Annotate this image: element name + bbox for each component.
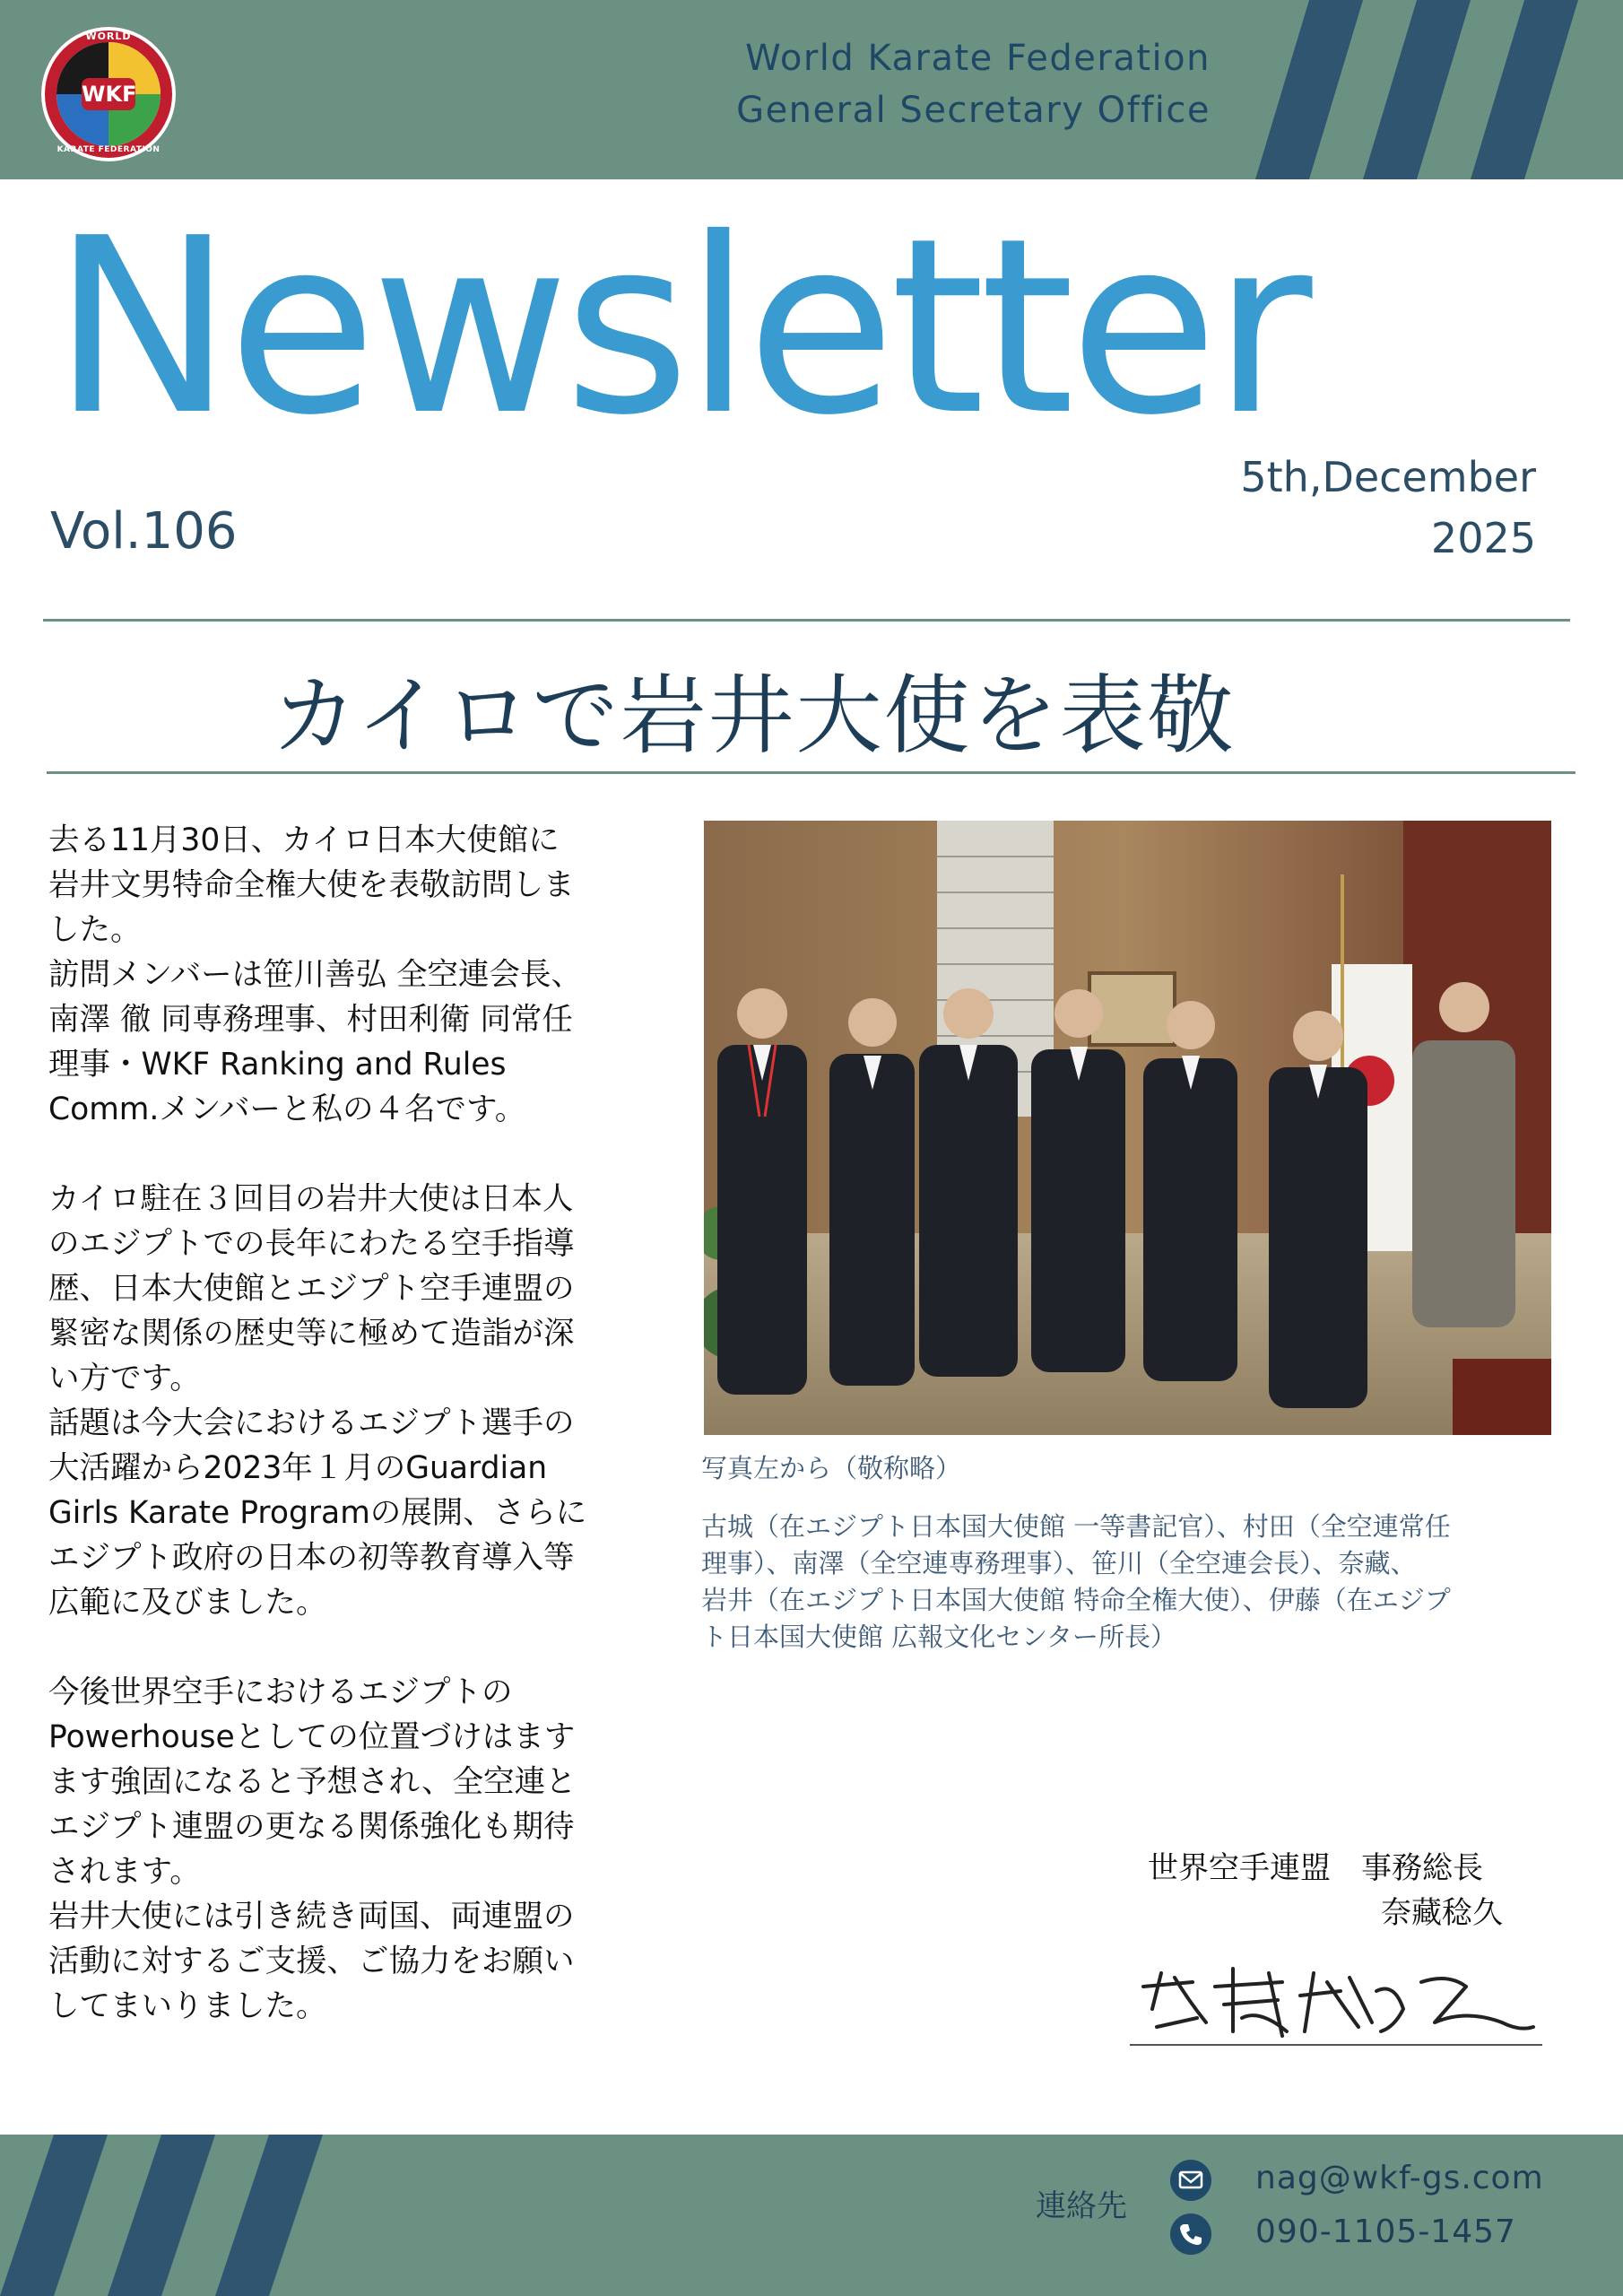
- body-line: されます。: [48, 1854, 201, 1890]
- signatory-title: 世界空手連盟 事務総長: [1148, 1850, 1483, 1886]
- article-paragraph-2: [48, 1177, 631, 1625]
- body-line: 岩井文男特命全権大使を表敬訪問しま: [48, 867, 575, 903]
- logo-center-text: WKF: [82, 78, 135, 110]
- caption-line: 岩井（在エジプト日本国大使館 特命全権大使）、伊藤（在エジプ: [701, 1585, 1451, 1615]
- photo-caption-title: 写真左から（敬称略）: [701, 1453, 962, 1483]
- org-office: General Secretary Office: [736, 90, 1211, 131]
- body-line: 訪問メンバーは笹川善弘 全空連会長、: [48, 957, 583, 993]
- body-line: ます強固になると予想され、全空連と: [48, 1764, 577, 1800]
- signatory-name: 奈藏稔久: [1381, 1895, 1503, 1931]
- contact-email-link[interactable]: nag@wkf-gs.com: [1255, 2160, 1544, 2196]
- logo-emblem: [56, 42, 161, 146]
- phone-icon: [1170, 2213, 1211, 2255]
- handwritten-signature: [1125, 1955, 1547, 2049]
- body-line: い方です。: [48, 1361, 201, 1396]
- caption-line: 古城（在エジプト日本国大使館 一等書記官）、村田（全空連常任: [701, 1511, 1451, 1542]
- article-paragraph-3: [48, 1670, 631, 2029]
- envelope-icon: [1170, 2160, 1211, 2201]
- body-line: 南澤 徹 同専務理事、村田利衛 同常任: [48, 1002, 573, 1038]
- body-line: 去る11月30日、カイロ日本大使館に: [48, 822, 560, 858]
- decorative-stripes-top: [1237, 0, 1623, 179]
- body-line: 大活躍から2023年１月のGuardian: [48, 1450, 548, 1486]
- body-line: エジプト政府の日本の初等教育導入等: [48, 1540, 575, 1576]
- org-name: World Karate Federation: [745, 38, 1211, 79]
- body-line: のエジプトでの長年にわたる空手指導: [48, 1226, 575, 1262]
- logo-ring-text-top: WORLD: [85, 30, 132, 42]
- body-line: 緊密な関係の歴史等に極めて造詣が深: [48, 1316, 575, 1352]
- body-line: エジプト連盟の更なる関係強化も期待: [48, 1809, 575, 1845]
- issue-date-year: 2025: [1430, 514, 1536, 562]
- caption-line: ト日本国大使館 広報文化センター所長）: [701, 1622, 1177, 1652]
- body-line: した。: [48, 912, 142, 948]
- body-line: 理事・WKF Ranking and Rules: [48, 1047, 507, 1083]
- logo-ring-text-bottom: KARATE FEDERATION: [56, 145, 161, 154]
- caption-line: 理事）、南澤（全空連専務理事）、笹川（全空連会長）、奈藏、: [701, 1548, 1417, 1578]
- body-line: カイロ駐在３回目の岩井大使は日本人: [48, 1181, 574, 1217]
- contact-phone-link[interactable]: 090-1105-1457: [1255, 2213, 1516, 2250]
- issue-date-day-month: 5th,December: [1240, 453, 1536, 501]
- article-headline: カイロで岩井大使を表敬: [271, 665, 1236, 766]
- volume-number: Vol.106: [50, 502, 238, 561]
- contact-label: 連絡先: [1036, 2188, 1127, 2224]
- wkf-logo: [41, 27, 176, 161]
- body-line: 活動に対するご支援、ご協力をお願い: [48, 1944, 575, 1979]
- body-line: 今後世界空手におけるエジプトの: [48, 1674, 513, 1710]
- article-body: [48, 818, 631, 2029]
- photo-caption: [701, 1509, 1562, 1656]
- body-line: 話題は今大会におけるエジプト選手の: [48, 1405, 575, 1441]
- divider-top: [43, 619, 1570, 622]
- article-paragraph-1: [48, 818, 631, 1132]
- body-line: 広範に及びました。: [48, 1585, 327, 1621]
- decorative-stripes-bottom: [0, 2135, 377, 2296]
- body-line: Comm.メンバーと私の４名です。: [48, 1091, 526, 1127]
- divider-bottom: [47, 771, 1575, 774]
- body-line: Powerhouseとしての位置づけはます: [48, 1719, 576, 1755]
- body-line: Girls Karate Programの展開、さらに: [48, 1495, 587, 1531]
- group-photo: [704, 821, 1551, 1435]
- body-line: してまいりました。: [48, 1988, 327, 2024]
- body-line: 歴、日本大使館とエジプト空手連盟の: [48, 1271, 575, 1307]
- body-line: 岩井大使には引き続き両国、両連盟の: [48, 1899, 575, 1935]
- newsletter-title: Newsletter: [52, 186, 1307, 468]
